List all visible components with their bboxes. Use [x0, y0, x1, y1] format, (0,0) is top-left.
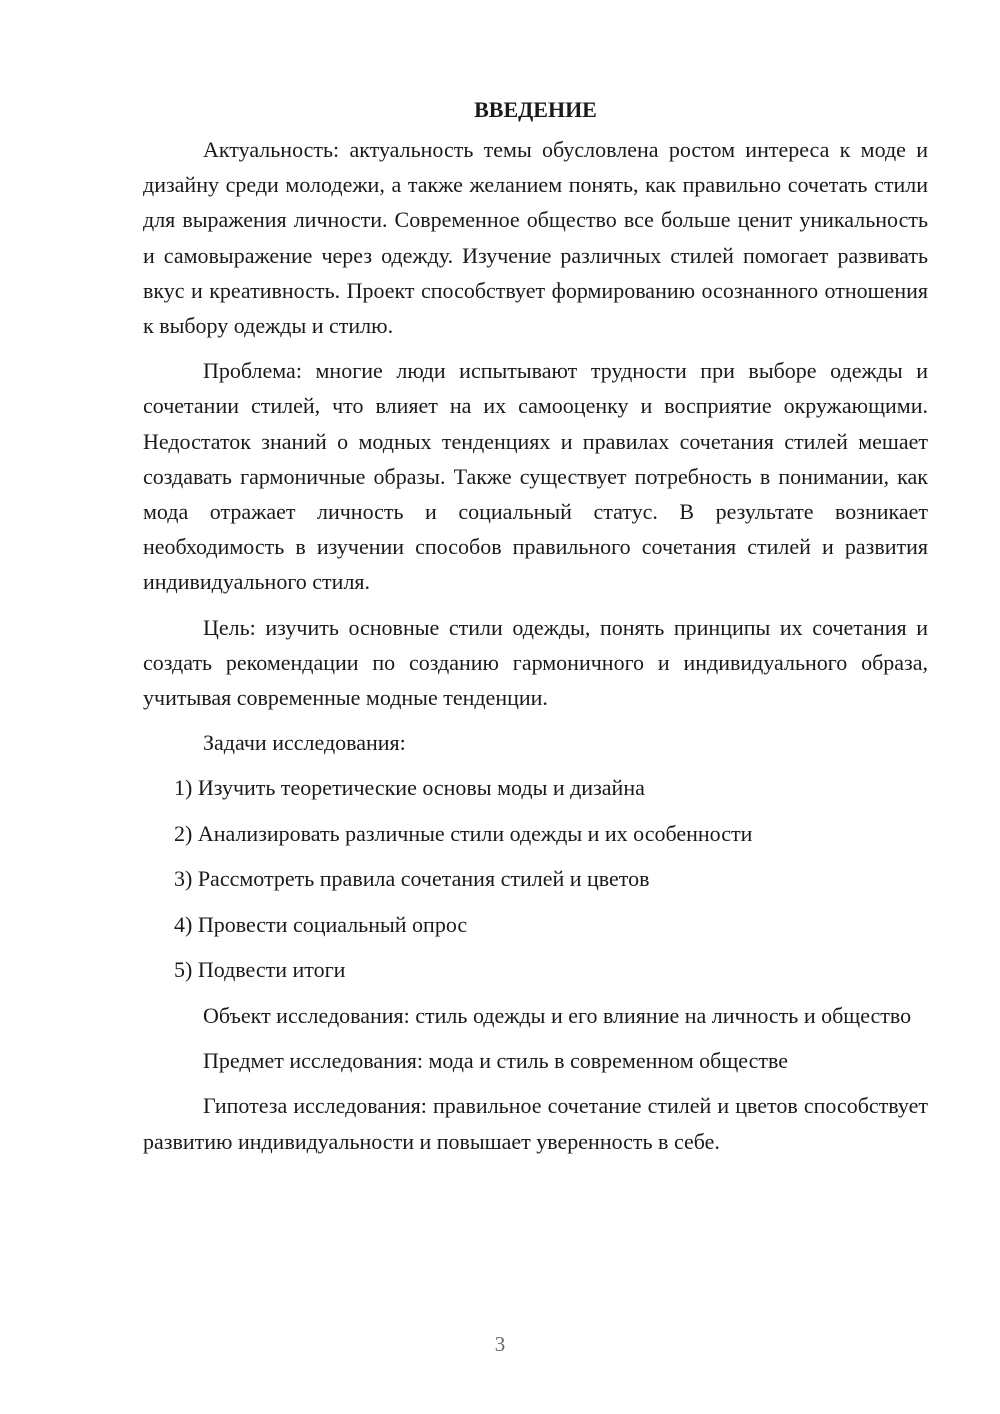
- tasks-heading: Задачи исследования:: [203, 730, 406, 756]
- page-number: 3: [494, 1332, 506, 1356]
- list-item: 5) Подвести итоги: [174, 957, 346, 983]
- subject-paragraph: Предмет исследования: мода и стиль в современном обществе: [203, 1048, 789, 1074]
- list-item: 1) Изучить теоретические основы моды и дизайна: [174, 775, 645, 801]
- tasks-list: [143, 770, 928, 987]
- relevance-paragraph: Актуальность: актуальность темы обусловлена ростом интереса к моде и дизайну среди молодежи, а также желанием понять, как правильно сочетать стили для выражения личности. Современное общество все больше ценит уникальность и самовыражение через одежду. Изучение различных стилей помогает развивать вкус и креативность. Проект способствует формированию осознанного отношения к выбору одежды и стилю.: [143, 137, 928, 339]
- page-title: ВВЕДЕНИЕ: [474, 97, 597, 122]
- document-page: [143, 92, 928, 1169]
- object-paragraph: Объект исследования: стиль одежды и его влияние на личность и общество: [203, 1002, 912, 1028]
- list-item: 4) Провести социальный опрос: [174, 911, 468, 937]
- list-item: 2) Анализировать различные стили одежды и их особенности: [174, 820, 753, 846]
- hypothesis-paragraph: Гипотеза исследования: правильное сочетание стилей и цветов способствует развитию индивидуальности и повышает уверенность в себе.: [143, 1093, 928, 1154]
- problem-paragraph: Проблема: многие люди испытывают трудности при выборе одежды и сочетании стилей, что влияет на их самооценку и восприятие окружающими. Недостаток знаний о модных тенденциях и правилах сочетания стилей мешает создавать гармоничные образы. Также существует потребность в понимании, как мода отражает личность и социальный статус. В результате возникает необходимость в изучении способов правильного сочетания стилей и развития индивидуального стиля.: [143, 358, 928, 595]
- list-item: 3) Рассмотреть правила сочетания стилей и цветов: [174, 866, 650, 892]
- goal-paragraph: Цель: изучить основные стили одежды, понять принципы их сочетания и создать рекомендации по созданию гармоничного и индивидуального образа, учитывая современные модные тенденции.: [143, 614, 928, 711]
